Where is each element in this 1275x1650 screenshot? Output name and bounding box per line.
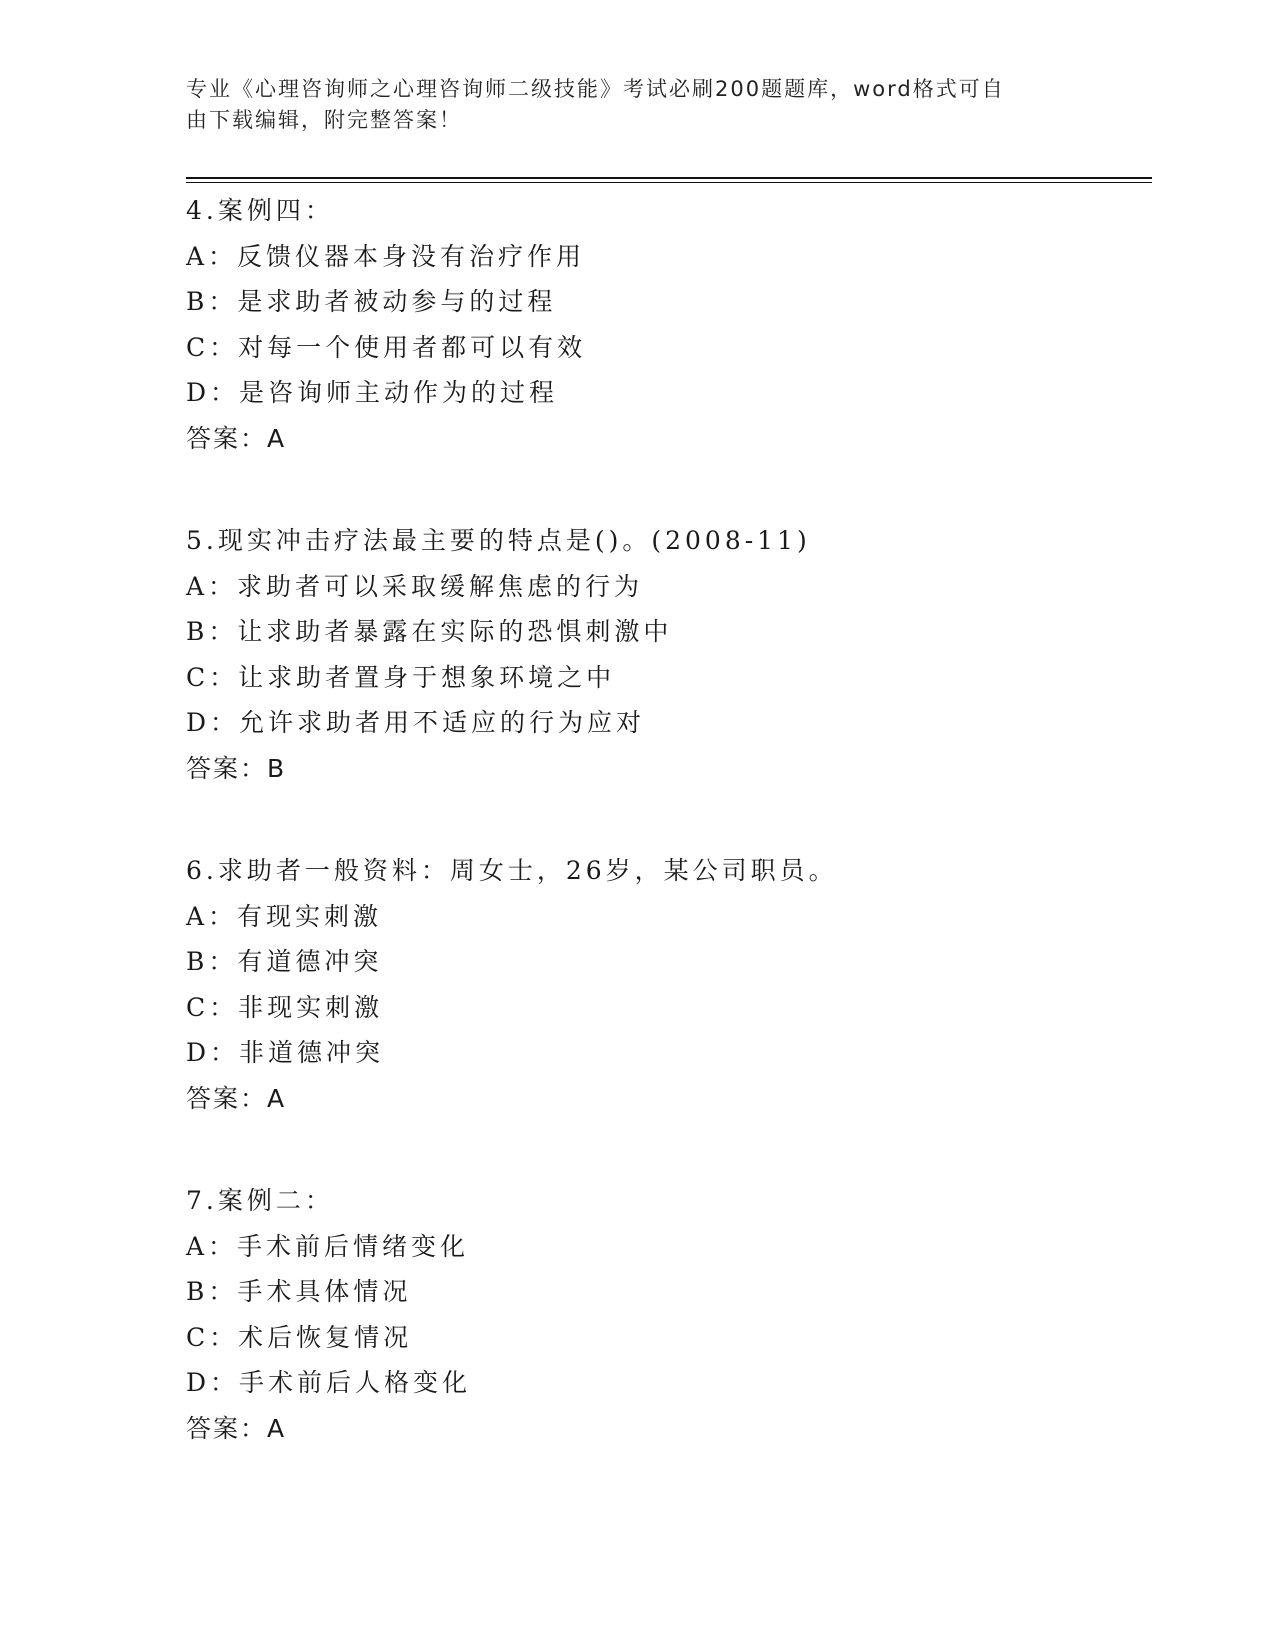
option-c: C：术后恢复情况 xyxy=(186,1322,413,1352)
question-6 xyxy=(186,848,1146,1121)
question-4 xyxy=(186,188,1146,461)
option-a: A：反馈仪器本身没有治疗作用 xyxy=(186,241,586,271)
option-b: B：手术具体情况 xyxy=(186,1277,412,1306)
option-d: D：是咨询师主动作为的过程 xyxy=(186,378,559,407)
header-line-1: 专业《心理咨询师之心理咨询师二级技能》考试必刷200题题库，word格式可自 xyxy=(186,77,1005,101)
option-d: D：手术前后人格变化 xyxy=(186,1368,472,1397)
option-c: C：对每一个使用者都可以有效 xyxy=(186,332,587,362)
question-stem: 7.案例二： xyxy=(186,1186,334,1215)
answer-line: 答案：A xyxy=(186,1413,287,1443)
header-divider-thin xyxy=(186,182,1152,183)
question-5 xyxy=(186,518,1146,791)
header-line-2: 由下载编辑，附完整答案！ xyxy=(186,108,462,132)
document-header xyxy=(186,74,1086,136)
question-stem: 5.现实冲击疗法最主要的特点是()。(2008-11) xyxy=(186,526,811,555)
answer-line: 答案：A xyxy=(186,1083,287,1113)
option-c: C：让求助者置身于想象环境之中 xyxy=(186,662,616,692)
question-stem: 6.求助者一般资料：周女士，26岁，某公司职员。 xyxy=(186,856,838,885)
option-a: A：有现实刺激 xyxy=(186,901,383,931)
question-stem: 4.案例四： xyxy=(186,196,334,225)
question-list xyxy=(186,188,1146,1508)
option-d: D：非道德冲突 xyxy=(186,1038,385,1067)
option-a: A：求助者可以采取缓解焦虑的行为 xyxy=(186,571,644,601)
option-a: A：手术前后情绪变化 xyxy=(186,1231,470,1261)
option-b: B：是求助者被动参与的过程 xyxy=(186,287,557,316)
option-b: B：有道德冲突 xyxy=(186,947,383,976)
question-7 xyxy=(186,1178,1146,1451)
option-c: C：非现实刺激 xyxy=(186,992,384,1022)
option-d: D：允许求助者用不适应的行为应对 xyxy=(186,708,646,737)
option-b: B：让求助者暴露在实际的恐惧刺激中 xyxy=(186,617,673,646)
answer-line: 答案：A xyxy=(186,423,287,453)
header-divider-thick xyxy=(186,177,1152,179)
answer-line: 答案：B xyxy=(186,753,287,783)
